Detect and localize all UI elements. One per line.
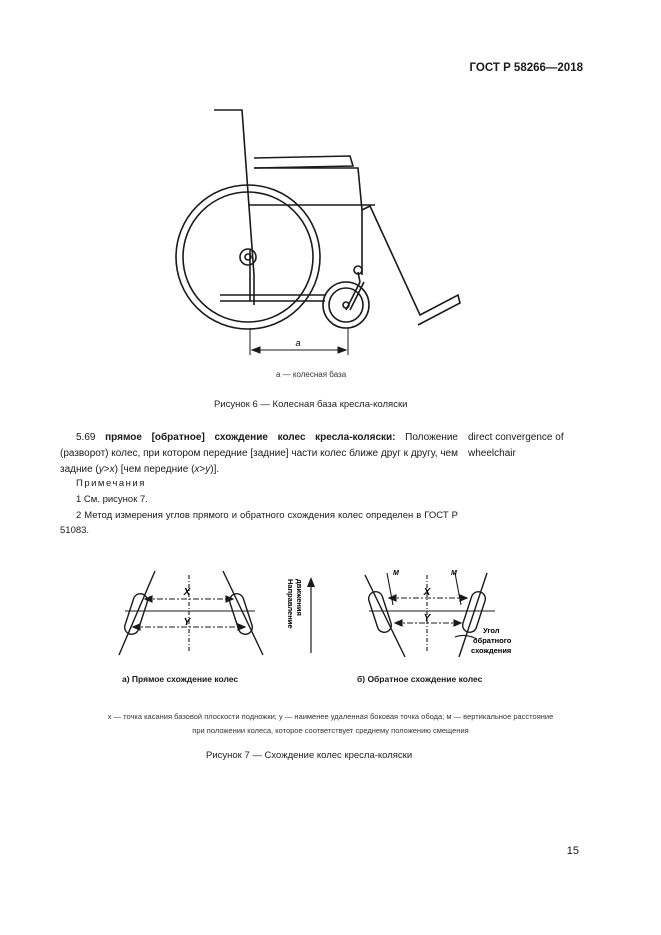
term-var-y2: y xyxy=(205,464,211,475)
label-m-left: M xyxy=(393,570,399,577)
note-2: 2 Метод измерения углов прямого и обратного схождения колес определен в ГОСТ Р 51083. xyxy=(60,510,458,536)
term-text-2: ) [чем передние ( xyxy=(114,464,195,475)
english-term: direct convergence of wheelchair xyxy=(468,432,564,459)
figure6-caption: Рисунок 6 — Колесная база кресла-коляски xyxy=(214,399,408,410)
term-title: прямое [обратное] схождение колес кресла-коляски: xyxy=(105,432,396,443)
term-text-1: Положение (разворот) колес, при котором передние [задние] части колес ближе друг к другу, чем задние ( xyxy=(60,432,458,475)
label-y-b: Y xyxy=(423,613,431,624)
notes-title: Примечания xyxy=(76,478,146,489)
note-1: 1 См. рисунок 7. xyxy=(76,494,148,505)
figure7-caption: Рисунок 7 — Схождение колес кресла-коляски xyxy=(206,750,413,761)
term-gt-2: > xyxy=(199,464,206,475)
label-m-right: M xyxy=(451,570,457,577)
figure7-legend-line1: x — точка касания базовой плоскости подножки; y — наименее удаленная боковая точка обода; м — вертикальное расстояние xyxy=(107,712,554,721)
dimension-label-a: a xyxy=(295,338,301,348)
label-x-a: X xyxy=(183,587,191,598)
term-var-x: x xyxy=(109,464,115,475)
figure6-legend: a — колесная база xyxy=(276,370,347,379)
figure7-legend-line2: при положении колеса, которое соответствует среднему положению смещения xyxy=(192,726,469,735)
term-definition xyxy=(60,430,458,478)
term-var-x2: x xyxy=(194,464,200,475)
angle-label-3: схождения xyxy=(471,646,512,655)
direction-label-2: движения xyxy=(295,579,304,616)
direct-convergence-diagram xyxy=(115,565,275,665)
label-x-b: X xyxy=(423,587,431,598)
wheelchair-drawing xyxy=(170,100,490,365)
figure7a-caption: а) Прямое схождение колес xyxy=(122,674,239,684)
reverse-convergence-diagram xyxy=(355,565,530,665)
document-header: ГОСТ Р 58266—2018 xyxy=(469,62,583,74)
angle-label-1: Угол xyxy=(483,626,500,635)
term-text-3: )]. xyxy=(210,464,220,475)
term-var-y: y xyxy=(98,464,104,475)
figure7-legend xyxy=(40,710,621,738)
direction-label-1: Направление xyxy=(286,579,295,629)
label-y-a: Y xyxy=(183,617,191,628)
angle-label-2: обратного xyxy=(473,636,512,645)
figure7b-caption: б) Обратное схождение колес xyxy=(357,674,483,684)
term-number: 5.69 xyxy=(76,432,96,443)
term-gt-1: > xyxy=(103,464,110,475)
direction-arrow xyxy=(279,575,321,655)
page-number: 15 xyxy=(566,845,579,857)
